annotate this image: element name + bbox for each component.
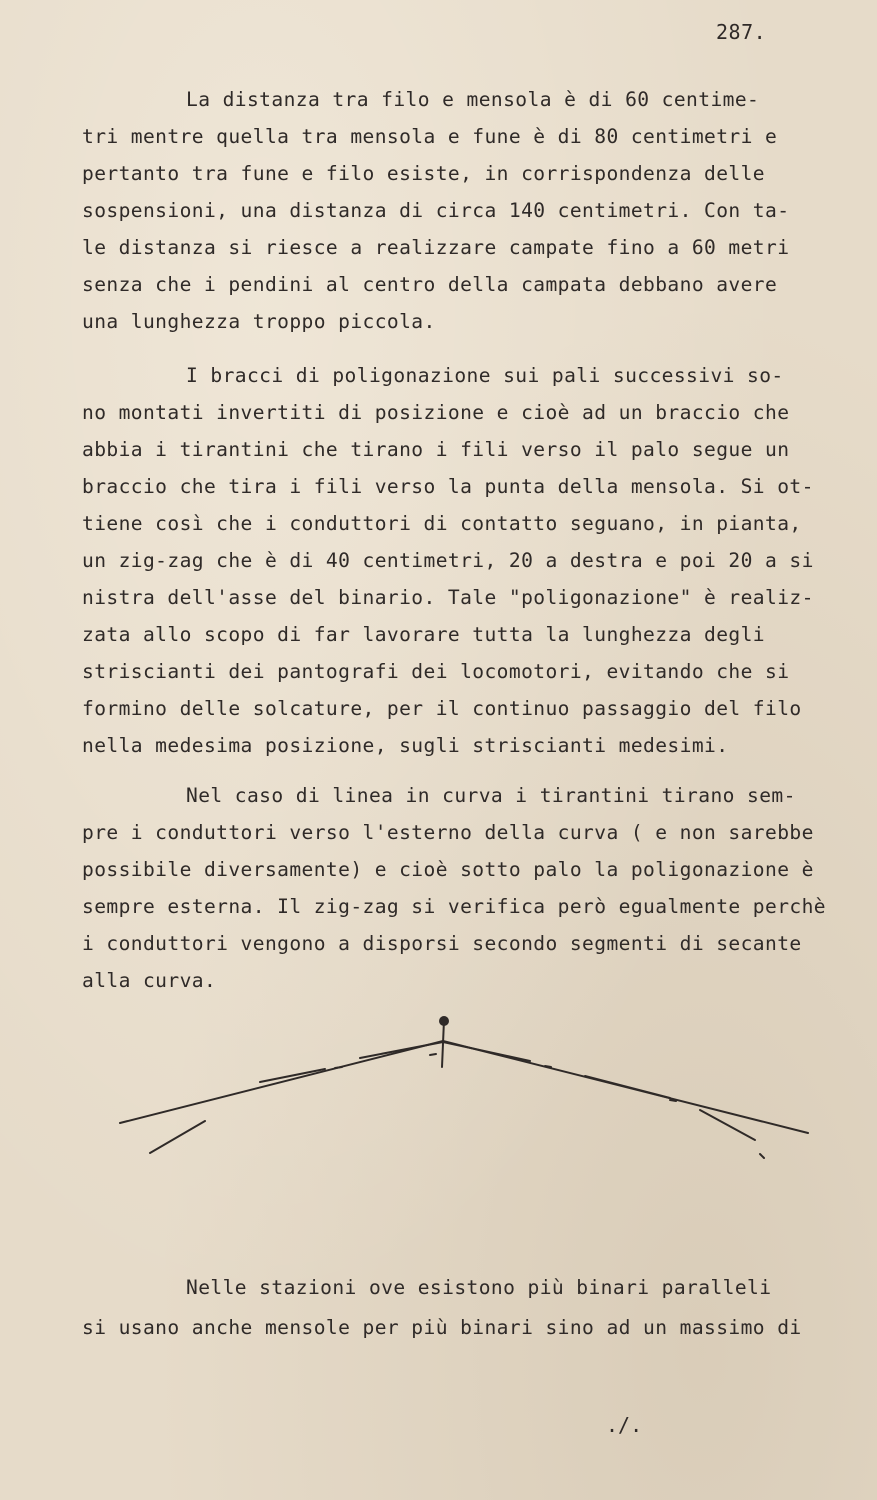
tick-mark bbox=[335, 1067, 342, 1068]
tick-mark bbox=[670, 1100, 676, 1101]
text-line: no montati invertiti di posizione e cioè ad un braccio che bbox=[82, 401, 790, 424]
continuation-mark: ./. bbox=[606, 1413, 643, 1437]
text-line: sospensioni, una distanza di circa 140 centimetri. Con ta- bbox=[82, 199, 790, 222]
text-line: nella medesima posizione, sugli striscianti medesimi. bbox=[82, 734, 729, 757]
text-line: I bracci di poligonazione sui pali successivi so- bbox=[186, 364, 784, 387]
wire-segment-right-outer bbox=[700, 1110, 755, 1140]
wire-segment-center-right bbox=[443, 1042, 530, 1061]
text-line: tiene così che i conduttori di contatto seguano, in pianta, bbox=[82, 512, 802, 535]
tick-mark bbox=[430, 1054, 436, 1055]
text-line: possibile diversamente) e cioè sotto palo la poligonazione è bbox=[82, 858, 814, 881]
text-line: tri mentre quella tra mensola e fune è di 80 centimetri e bbox=[82, 125, 778, 148]
wire-segment-left-outer bbox=[150, 1121, 205, 1153]
paragraph-curved-line bbox=[82, 777, 842, 999]
text-line: un zig-zag che è di 40 centimetri, 20 a destra e poi 20 a si bbox=[82, 549, 814, 572]
text-line: sempre esterna. Il zig-zag si verifica però egualmente perchè bbox=[82, 895, 826, 918]
tick-mark bbox=[545, 1066, 551, 1067]
text-line: zata allo scopo di far lavorare tutta la lunghezza degli bbox=[82, 623, 765, 646]
text-line: una lunghezza troppo piccola. bbox=[82, 310, 436, 333]
pole-top-marker bbox=[439, 1016, 449, 1026]
page-number: 287. bbox=[716, 20, 767, 44]
text-line: Nel caso di linea in curva i tirantini tirano sem- bbox=[186, 784, 796, 807]
text-line: Nelle stazioni ove esistono più binari paralleli bbox=[186, 1276, 772, 1299]
tick-mark bbox=[760, 1154, 764, 1158]
pole-stem bbox=[442, 1020, 444, 1067]
text-line: braccio che tira i fili verso la punta della mensola. Si ot- bbox=[82, 475, 814, 498]
track-segment-left bbox=[120, 1041, 443, 1123]
text-line: le distanza si riesce a realizzare campate fino a 60 metri bbox=[82, 236, 790, 259]
wire-segment-right-inner bbox=[585, 1076, 670, 1098]
text-line: La distanza tra filo e mensola è di 60 centime- bbox=[186, 88, 760, 111]
text-line: pre i conduttori verso l'esterno della curva ( e non sarebbe bbox=[82, 821, 814, 844]
zigzag-curve-diagram bbox=[110, 1005, 830, 1185]
text-line: i conduttori vengono a disporsi secondo segmenti di secante bbox=[82, 932, 802, 955]
text-line: formino delle solcature, per il continuo passaggio del filo bbox=[82, 697, 802, 720]
paragraph-catenary-distances bbox=[82, 81, 842, 340]
text-line: striscianti dei pantografi dei locomotori, evitando che si bbox=[82, 660, 790, 683]
paragraph-polygonation-arms bbox=[82, 357, 842, 764]
text-line: si usano anche mensole per più binari sino ad un massimo di bbox=[82, 1316, 802, 1339]
text-line: pertanto tra fune e filo esiste, in corrispondenza delle bbox=[82, 162, 765, 185]
text-line: nistra dell'asse del binario. Tale "poligonazione" è realiz- bbox=[82, 586, 814, 609]
paragraph-stations bbox=[82, 1268, 842, 1348]
text-line: senza che i pendini al centro della campata debbano avere bbox=[82, 273, 778, 296]
text-line: abbia i tirantini che tirano i fili verso il palo segue un bbox=[82, 438, 790, 461]
text-line: alla curva. bbox=[82, 969, 217, 992]
